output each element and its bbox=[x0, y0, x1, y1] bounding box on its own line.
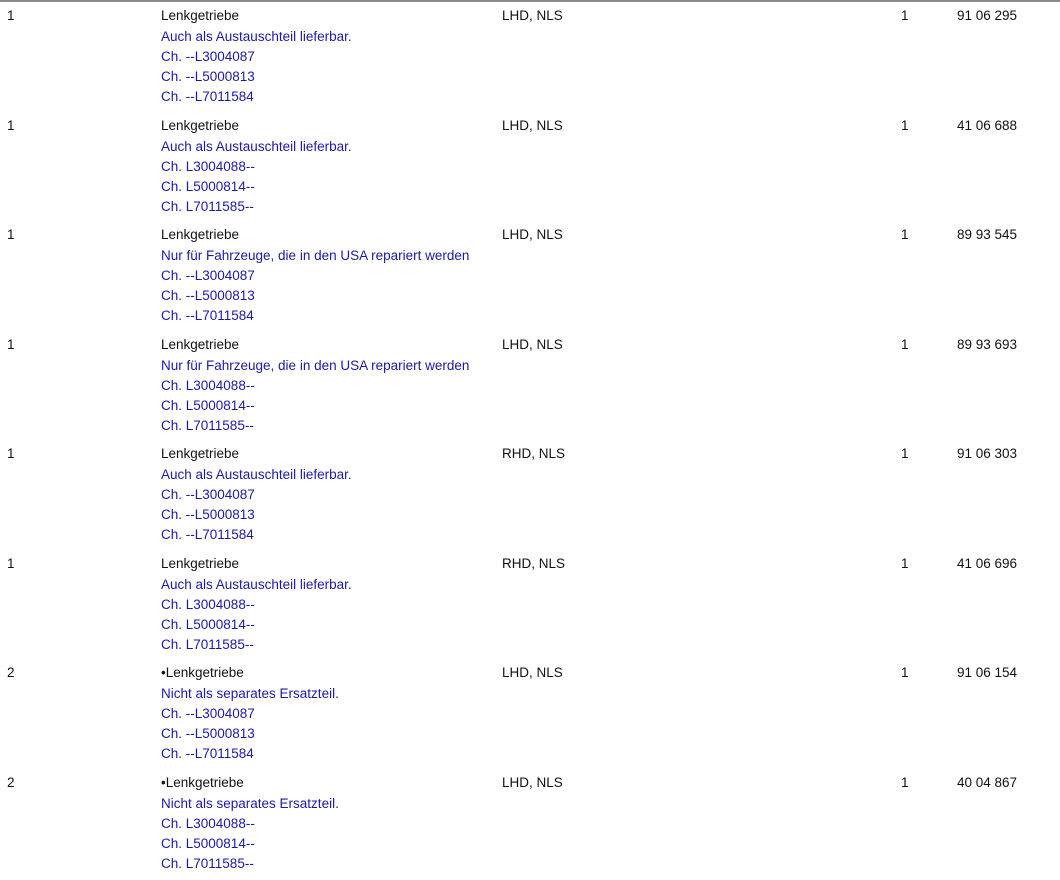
note-line: Ch. --L5000813 bbox=[161, 69, 255, 84]
part-name-cell: Lenkgetriebe bbox=[161, 555, 240, 571]
part-number-cell: 41 06 696 bbox=[957, 555, 1018, 571]
table-row[interactable] bbox=[0, 548, 1060, 658]
part-name-cell: Lenkgetriebe bbox=[161, 336, 240, 352]
note-line: Ch. L7011585-- bbox=[161, 636, 254, 652]
part-number-cell: 91 06 303 bbox=[957, 446, 1018, 461]
variant-cell: LHD, NLS bbox=[502, 336, 563, 352]
note-line: Ch. --L7011584 bbox=[161, 89, 254, 104]
quantity-cell: 1 bbox=[901, 8, 909, 23]
part-notes bbox=[161, 27, 352, 107]
variant-cell: LHD, NLS bbox=[502, 774, 563, 790]
note-line: Auch als Austauschteil lieferbar. bbox=[161, 138, 352, 154]
part-name-cell: •Lenkgetriebe bbox=[161, 665, 244, 680]
note-line: Ch. --L5000813 bbox=[161, 288, 255, 303]
note-line: Ch. --L7011584 bbox=[161, 308, 254, 323]
level-cell: 1 bbox=[7, 555, 15, 571]
variant-cell: RHD, NLS bbox=[502, 555, 566, 571]
note-line: Nicht als separates Ersatzteil. bbox=[161, 686, 339, 701]
part-number-cell: 41 06 688 bbox=[957, 117, 1018, 133]
note-line: Ch. --L7011584 bbox=[161, 746, 254, 761]
level-cell: 1 bbox=[7, 446, 15, 461]
note-line: Auch als Austauschteil lieferbar. bbox=[161, 576, 352, 592]
note-line: Ch. L3004088-- bbox=[161, 596, 255, 612]
variant-cell: RHD, NLS bbox=[502, 446, 566, 461]
note-line: Ch. --L3004087 bbox=[161, 268, 255, 283]
note-line: Ch. L5000814-- bbox=[161, 835, 255, 851]
variant-cell: LHD, NLS bbox=[502, 227, 563, 242]
level-cell: 2 bbox=[7, 774, 15, 790]
note-line: Nicht als separates Ersatzteil. bbox=[161, 795, 339, 811]
quantity-cell: 1 bbox=[901, 555, 909, 571]
note-line: Ch. --L5000813 bbox=[161, 507, 255, 522]
level-cell: 1 bbox=[7, 336, 15, 352]
quantity-cell: 1 bbox=[901, 446, 909, 461]
part-name-cell: Lenkgetriebe bbox=[161, 227, 240, 242]
quantity-cell: 1 bbox=[901, 665, 909, 680]
level-cell: 2 bbox=[7, 665, 15, 680]
quantity-cell: 1 bbox=[901, 336, 909, 352]
note-line: Ch. L5000814-- bbox=[161, 397, 255, 413]
part-notes bbox=[161, 465, 352, 545]
part-number-cell: 40 04 867 bbox=[957, 774, 1018, 790]
part-number-cell: 91 06 295 bbox=[957, 8, 1018, 23]
note-line: Ch. L7011585-- bbox=[161, 417, 254, 433]
part-name-cell: •Lenkgetriebe bbox=[161, 774, 244, 790]
note-line: Ch. L3004088-- bbox=[161, 377, 255, 393]
note-line: Ch. L7011585-- bbox=[161, 198, 254, 214]
table-row[interactable] bbox=[0, 219, 1060, 329]
quantity-cell: 1 bbox=[901, 774, 909, 790]
variant-cell: LHD, NLS bbox=[502, 117, 563, 133]
note-line: Nur für Fahrzeuge, die in den USA repariert werden bbox=[161, 357, 470, 373]
table-row[interactable] bbox=[0, 110, 1060, 220]
part-name-cell: Lenkgetriebe bbox=[161, 446, 240, 461]
note-line: Auch als Austauschteil lieferbar. bbox=[161, 29, 352, 44]
part-number-cell: 89 93 693 bbox=[957, 336, 1018, 352]
variant-cell: LHD, NLS bbox=[502, 665, 563, 680]
note-line: Ch. --L5000813 bbox=[161, 726, 255, 741]
part-name-cell: Lenkgetriebe bbox=[161, 117, 240, 133]
table-row[interactable] bbox=[0, 657, 1060, 767]
table-row[interactable] bbox=[0, 438, 1060, 548]
level-cell: 1 bbox=[7, 8, 15, 23]
part-notes bbox=[161, 794, 339, 874]
part-notes bbox=[161, 356, 469, 436]
part-number-cell: 89 93 545 bbox=[957, 227, 1018, 242]
part-notes bbox=[161, 137, 352, 217]
note-line: Ch. --L3004087 bbox=[161, 487, 255, 502]
note-line: Ch. --L3004087 bbox=[161, 49, 255, 64]
quantity-cell: 1 bbox=[901, 227, 909, 242]
part-number-cell: 91 06 154 bbox=[957, 665, 1018, 680]
note-line: Ch. L3004088-- bbox=[161, 158, 255, 174]
table-row[interactable] bbox=[0, 0, 1060, 110]
part-notes bbox=[161, 575, 352, 655]
note-line: Ch. L5000814-- bbox=[161, 178, 255, 194]
variant-cell: LHD, NLS bbox=[502, 8, 563, 23]
table-row[interactable] bbox=[0, 767, 1060, 877]
level-cell: 1 bbox=[7, 227, 15, 242]
part-name-cell: Lenkgetriebe bbox=[161, 8, 240, 23]
note-line: Nur für Fahrzeuge, die in den USA repariert werden bbox=[161, 248, 470, 263]
level-cell: 1 bbox=[7, 117, 15, 133]
note-line: Ch. L5000814-- bbox=[161, 616, 255, 632]
part-notes bbox=[161, 246, 469, 326]
note-line: Ch. --L7011584 bbox=[161, 527, 254, 542]
quantity-cell: 1 bbox=[901, 117, 909, 133]
note-line: Ch. L7011585-- bbox=[161, 855, 254, 871]
note-line: Ch. L3004088-- bbox=[161, 815, 255, 831]
table-row[interactable] bbox=[0, 329, 1060, 439]
part-notes bbox=[161, 684, 339, 764]
note-line: Ch. --L3004087 bbox=[161, 706, 255, 721]
note-line: Auch als Austauschteil lieferbar. bbox=[161, 467, 352, 482]
